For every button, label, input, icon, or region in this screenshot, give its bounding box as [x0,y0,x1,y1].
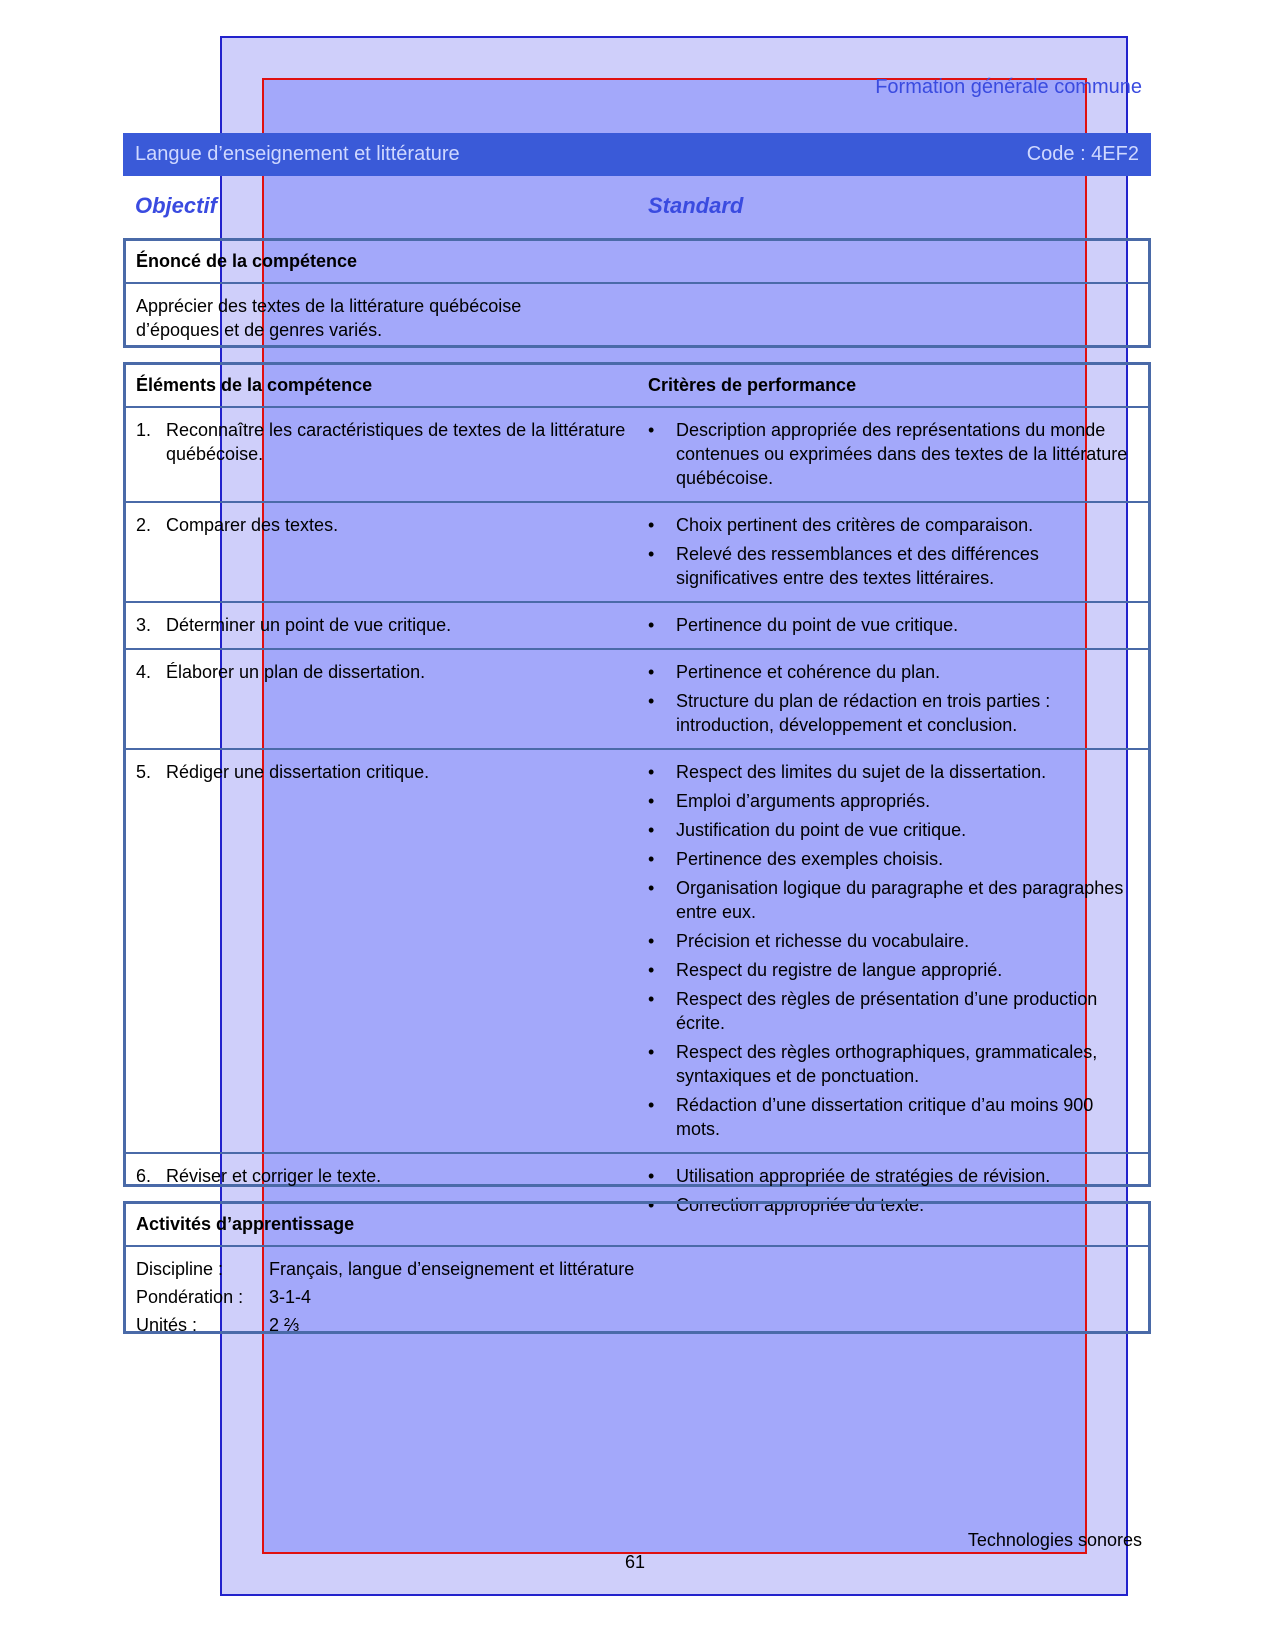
elements-header [126,365,1148,408]
list-item [648,818,1128,842]
element-text: Élaborer un plan de dissertation. [166,662,426,682]
criterion-text: Organisation logique du paragraphe et des paragraphes entre eux. [676,878,1124,922]
criterion-text: Correction appropriée du texte. [676,1195,925,1215]
elements-col-title: Éléments de la compétence [136,375,373,395]
list-item [648,513,1128,537]
unites-value: 2 ⅔ [269,1315,300,1335]
activites-box [123,1201,1151,1334]
bullet-icon: • [648,1042,655,1062]
list-item [648,929,1128,953]
enonce-text-line: Apprécier des textes de la littérature québécoise [136,296,522,316]
bullet-icon: • [648,791,655,811]
discipline-row [136,1255,1138,1283]
bullet-icon: • [648,544,655,564]
list-item [648,987,1128,1035]
bullet-icon: • [648,960,655,980]
bullet-icon: • [648,691,655,711]
table-row [126,603,1148,650]
ponderation-label: Pondération : [136,1287,244,1307]
objectif-label: Objectif [135,193,217,218]
list-item [648,760,1128,784]
bullet-icon: • [648,1095,655,1115]
list-item [648,1164,1128,1188]
list-item [648,876,1128,924]
element-text: Réviser et corriger le texte. [166,1166,382,1186]
discipline-value: Français, langue d’enseignement et littérature [269,1259,635,1279]
element-cell [126,503,638,601]
criterion-text: Description appropriée des représentations du monde contenues ou exprimées dans des textes de la littérature québécoise. [676,420,1128,488]
list-item [648,660,1128,684]
page-number: 61 [625,1552,646,1572]
element-number: 4. [136,662,152,682]
list-item [648,958,1128,982]
criterion-text: Emploi d’arguments appropriés. [676,791,931,811]
list-item [648,418,1128,490]
bullet-icon: • [648,878,655,898]
objectif-standard-row [135,193,1145,221]
criteria-col-title: Critères de performance [648,375,857,395]
criterion-text: Respect des limites du sujet de la dissertation. [676,762,1047,782]
criterion-text: Structure du plan de rédaction en trois parties : introduction, développement et conclusion. [676,691,1051,735]
bullet-icon: • [648,820,655,840]
list-item [648,613,1128,637]
element-number: 1. [136,420,152,440]
enonce-box [123,238,1151,348]
element-number: 2. [136,515,152,535]
element-number: 6. [136,1166,152,1186]
criterion-text: Relevé des ressemblances et des différences significatives entre des textes littéraires. [676,544,1039,588]
bullet-icon: • [648,615,655,635]
bullet-icon: • [648,1195,655,1215]
element-cell [126,650,638,748]
criteria-cell [638,503,1148,601]
element-number: 3. [136,615,152,635]
list-item [648,847,1128,871]
table-row [126,503,1148,603]
list-item [648,542,1128,590]
criteria-cell [638,750,1148,1152]
bullet-icon: • [648,420,655,440]
footer-program: Technologies sonores [967,1530,1142,1550]
enonce-text-line: d’époques et de genres variés. [136,320,383,340]
table-row [126,650,1148,750]
list-item [648,1093,1128,1141]
bullet-icon: • [648,1166,655,1186]
bullet-icon: • [648,849,655,869]
ponderation-row [136,1283,1138,1311]
bullet-icon: • [648,662,655,682]
criterion-text: Choix pertinent des critères de comparaison. [676,515,1034,535]
table-row [126,408,1148,503]
element-cell [126,603,638,648]
bullet-icon: • [648,989,655,1009]
element-text: Déterminer un point de vue critique. [166,615,452,635]
element-cell [126,750,638,1152]
discipline-label: Discipline : [136,1259,224,1279]
standard-label: Standard [648,193,744,218]
criterion-text: Respect du registre de langue approprié. [676,960,1003,980]
bullet-icon: • [648,762,655,782]
element-number: 5. [136,762,152,782]
list-item [648,1040,1128,1088]
elements-rows [126,408,1148,1228]
bullet-icon: • [648,515,655,535]
activites-title: Activités d’apprentissage [126,1204,1148,1247]
program-header: Formation générale commune [875,76,1142,98]
element-text: Reconnaître les caractéristiques de textes de la littérature québécoise. [166,420,626,464]
criterion-text: Pertinence et cohérence du plan. [676,662,941,682]
course-banner [123,133,1151,176]
unites-row [136,1311,1138,1339]
criteria-cell [638,408,1148,501]
element-text: Comparer des textes. [166,515,339,535]
table-row [126,750,1148,1154]
criteria-cell [638,603,1148,648]
criterion-text: Utilisation appropriée de stratégies de révision. [676,1166,1051,1186]
bullet-icon: • [648,931,655,951]
criterion-text: Justification du point de vue critique. [676,820,967,840]
elements-table [123,362,1151,1215]
enonce-title: Énoncé de la compétence [126,241,1148,284]
list-item [648,789,1128,813]
enonce-body [126,284,1148,352]
course-code: Code : 4EF2 [1026,143,1139,165]
list-item [648,689,1128,737]
criterion-text: Pertinence des exemples choisis. [676,849,944,869]
unites-label: Unités : [136,1315,198,1335]
criterion-text: Respect des règles orthographiques, grammaticales, syntaxiques et de ponctuation. [676,1042,1098,1086]
element-text: Rédiger une dissertation critique. [166,762,430,782]
activites-body [126,1247,1148,1347]
criterion-text: Pertinence du point de vue critique. [676,615,959,635]
criterion-text: Précision et richesse du vocabulaire. [676,931,970,951]
ponderation-value: 3-1-4 [269,1287,312,1307]
criterion-text: Respect des règles de présentation d’une production écrite. [676,989,1098,1033]
course-title: Langue d’enseignement et littérature [135,143,460,165]
criteria-cell [638,650,1148,748]
element-cell [126,408,638,501]
criterion-text: Rédaction d’une dissertation critique d’au moins 900 mots. [676,1095,1094,1139]
